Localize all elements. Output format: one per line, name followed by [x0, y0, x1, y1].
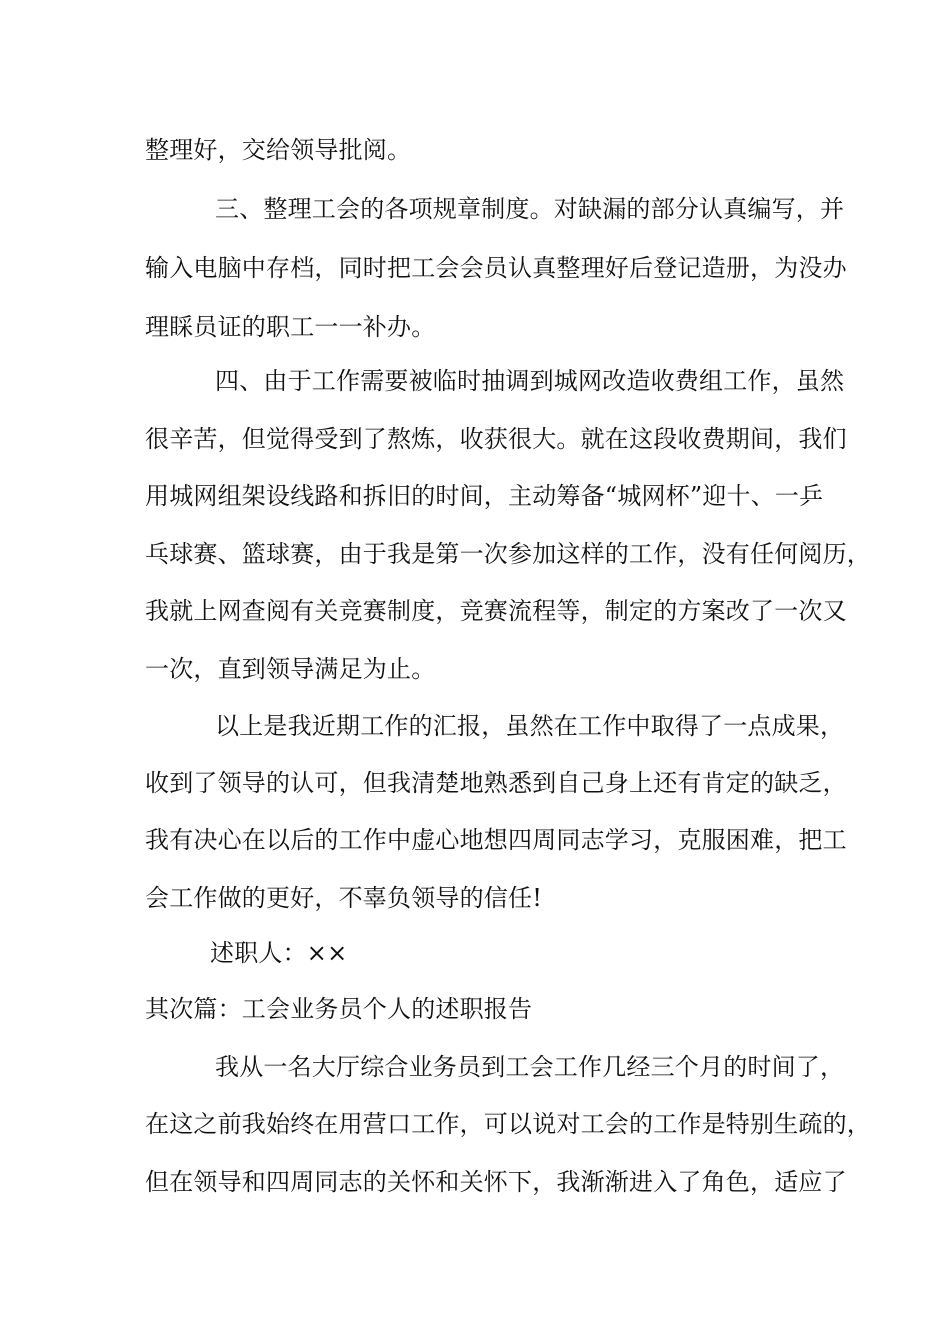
paragraph-line: 用城网组架设线路和拆旧的时间，主动筹备“城网杯”迎十、一乒	[145, 482, 824, 510]
paragraph-line: 三、整理工会的各项规章制度。对缺漏的部分认真编写，并	[215, 195, 845, 223]
paragraph-line: 我从一名大厅综合业务员到工会工作几经三个月的时间了，	[215, 1053, 845, 1081]
paragraph-line: 但在领导和四周同志的关怀和关怀下，我渐渐进入了角色，适应了	[145, 1168, 847, 1196]
paragraph-line: 一次，直到领导满足为止。	[145, 655, 436, 683]
paragraph-line: 乓球赛、篮球赛，由于我是第一次参加这样的工作，没有任何阅历，	[145, 540, 871, 568]
paragraph-line: 我有决心在以后的工作中虚心地想四周同志学习，克服困难，把工	[145, 826, 847, 854]
paragraph-line: 很辛苦，但觉得受到了熬炼，收获很大。就在这段收费期间，我们	[145, 425, 847, 453]
paragraph-line: 在这之前我始终在用营口工作，可以说对工会的工作是特别生疏的，	[145, 1110, 871, 1138]
paragraph-line: 整理好，交给领导批阅。	[145, 136, 412, 164]
paragraph-line: 收到了领导的认可，但我清楚地熟悉到自己身上还有肯定的缺乏，	[145, 769, 847, 797]
paragraph-line: 以上是我近期工作的汇报，虽然在工作中取得了一点成果，	[215, 712, 845, 740]
paragraph-line: 我就上网查阅有关竞赛制度，竞赛流程等，制定的方案改了一次又	[145, 597, 847, 625]
section-heading: 其次篇：工会业务员个人的述职报告	[145, 995, 533, 1023]
paragraph-line: 理睬员证的职工一一补办。	[145, 313, 436, 341]
paragraph-line: 会工作做的更好，不辜负领导的信任!	[145, 884, 543, 912]
paragraph-line: 输入电脑中存档，同时把工会会员认真整理好后登记造册，为没办	[145, 254, 847, 282]
signature-line: 述职人：××	[210, 939, 348, 967]
paragraph-line: 四、由于工作需要被临时抽调到城网改造收费组工作，虽然	[215, 367, 845, 395]
